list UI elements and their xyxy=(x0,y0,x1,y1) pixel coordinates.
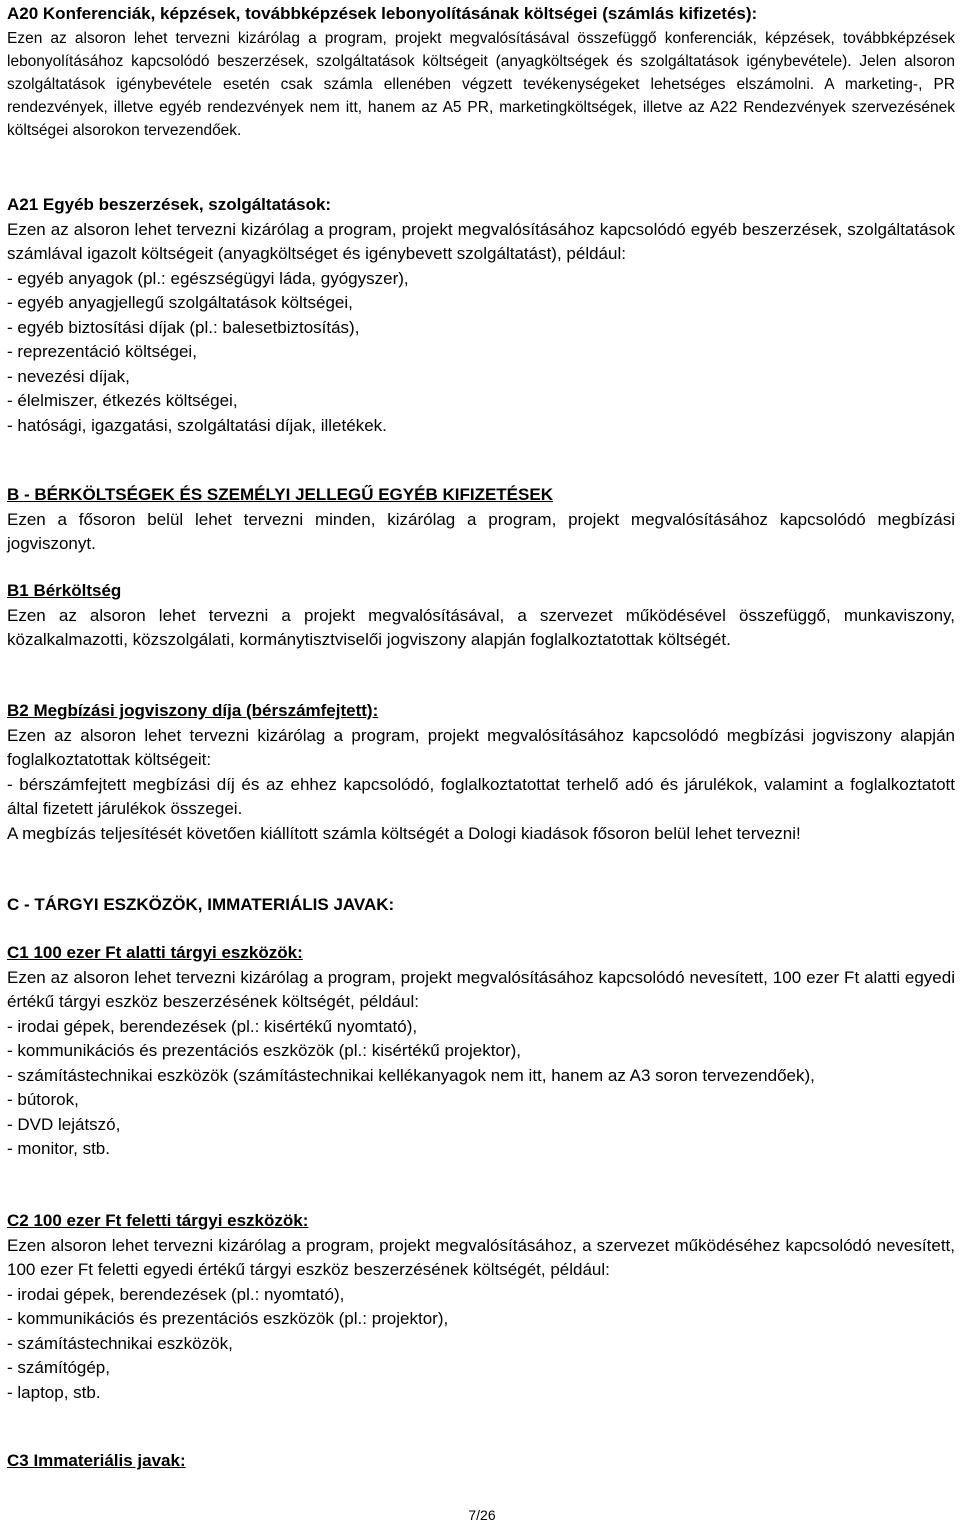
a21-item: - hatósági, igazgatási, szolgáltatási díjak, illetékek. xyxy=(7,415,387,435)
c2-item: - számítástechnikai eszközök, xyxy=(7,1333,233,1353)
c1-item: - bútorok, xyxy=(7,1090,79,1109)
page-number: 7/26 xyxy=(468,1507,496,1523)
b2-item: - bérszámfejtett megbízási díj és az ehhez kapcsolódó, foglalkoztatottat terhelő adó és járulékok, valamint a foglalkoztatott által fizetett járulékok összegei. xyxy=(7,774,955,818)
c1-item: - monitor, stb. xyxy=(7,1139,110,1158)
b1-heading: B1 Bérköltség xyxy=(7,581,122,600)
a21-item: - élelmiszer, étkezés költségei, xyxy=(7,391,238,410)
c1-item: - irodai gépek, berendezések (pl.: kisértékű nyomtató), xyxy=(7,1016,418,1036)
b2-heading: B2 Megbízási jogviszony díja (bérszámfejtett): xyxy=(7,701,379,720)
section-c3 xyxy=(7,1449,955,1474)
a21-intro: Ezen az alsoron lehet tervezni kizárólag a program, projekt megvalósításához kapcsolódó egyéb beszerzések, szolgáltatások számlával igazolt költségeit (anyagköltséget és igénybevett szolgáltatást), például: xyxy=(7,219,955,263)
b-body: Ezen a fősoron belül lehet tervezni minden, kizárólag a program, projekt megvalósításához kapcsolódó megbízási jogviszonyt. xyxy=(7,509,955,553)
a21-item: - egyéb anyagok (pl.: egészségügyi láda, gyógyszer), xyxy=(7,268,409,288)
b2-note: A megbízás teljesítését követően kiállított számla költségét a Dologi kiadások fősoron belül lehet tervezni! xyxy=(7,823,801,843)
c2-item: - irodai gépek, berendezések (pl.: nyomtató), xyxy=(7,1284,345,1304)
a21-item: - reprezentáció költségei, xyxy=(7,342,197,361)
c1-item: - kommunikációs és prezentációs eszközök (pl.: kisértékű projektor), xyxy=(7,1041,521,1060)
b2-intro: Ezen az alsoron lehet tervezni kizárólag a program, projekt megvalósításához kapcsolódó megbízási jogviszony alapján foglalkoztatottak költségeit: xyxy=(7,725,955,769)
section-b xyxy=(7,483,955,557)
section-a20 xyxy=(7,2,955,142)
section-c xyxy=(7,893,955,918)
c-heading: C - TÁRGYI ESZKÖZÖK, IMMATERIÁLIS JAVAK: xyxy=(7,895,395,914)
c2-intro: Ezen alsoron lehet tervezni kizárólag a program, projekt megvalósításához, a szervezet működéséhez kapcsolódó nevesített, 100 ezer Ft feletti egyedi értékű tárgyi eszköz beszerzésének költségét, például: xyxy=(7,1235,955,1279)
a21-item: - egyéb anyagjellegű szolgáltatások költségei, xyxy=(7,293,353,312)
c1-intro: Ezen az alsoron lehet tervezni kizárólag a program, projekt megvalósításához kapcsolódó nevesített, 100 ezer Ft alatti egyedi értékű tárgyi eszköz beszerzésének költségét, például: xyxy=(7,967,955,1011)
c2-item: - kommunikációs és prezentációs eszközök (pl.: projektor), xyxy=(7,1309,449,1328)
c1-heading: C1 100 ezer Ft alatti tárgyi eszközök: xyxy=(7,943,303,962)
section-c1 xyxy=(7,941,955,1162)
section-c2 xyxy=(7,1209,955,1405)
a20-heading: A20 Konferenciák, képzések, továbbképzések lebonyolításának költségei (számlás kifizetés): xyxy=(7,4,758,23)
a21-heading: A21 Egyéb beszerzések, szolgáltatások: xyxy=(7,195,332,214)
a21-item: - nevezési díjak, xyxy=(7,366,130,386)
c2-heading: C2 100 ezer Ft feletti tárgyi eszközök: xyxy=(7,1211,309,1230)
document-page xyxy=(7,0,957,1525)
section-b2 xyxy=(7,699,955,846)
c2-item: - számítógép, xyxy=(7,1358,110,1377)
c2-item: - laptop, stb. xyxy=(7,1382,101,1402)
a21-item: - egyéb biztosítási díjak (pl.: balesetbiztosítás), xyxy=(7,317,360,337)
b1-body: Ezen az alsoron lehet tervezni a projekt megvalósításával, a szervezet működésével összefüggő, munkaviszony, közalkalmazotti, közszolgálati, kormánytisztviselői jogviszony alapján foglalkoztatottak költségét. xyxy=(7,605,955,649)
c1-item: - számítástechnikai eszközök (számítástechnikai kellékanyagok nem itt, hanem az A3 soron tervezendőek), xyxy=(7,1065,815,1085)
b-heading: B - BÉRKÖLTSÉGEK ÉS SZEMÉLYI JELLEGŰ EGYÉB KIFIZETÉSEK xyxy=(7,485,553,504)
section-a21 xyxy=(7,193,955,438)
a20-body: Ezen az alsoron lehet tervezni kizárólag a program, projekt megvalósításával összefüggő konferenciák, képzések, továbbképzések lebonyolításához kapcsolódó beszerzések, szolgáltatások költségeit (anyagköltségek és szolgáltatások igénybevétele). Jelen alsoron szolgáltatások igénybevétele esetén csak számla ellenében végzett tevékenységeket lehetséges elszámolni. A marketing-, PR rendezvények, illetve egyéb rendezvények nem itt, hanem az A5 PR, marketingköltségek, illetve az A22 Rendezvények szervezésének költségei alsorokon tervezendőek. xyxy=(7,29,955,139)
section-b1 xyxy=(7,579,955,653)
c3-heading: C3 Immateriális javak: xyxy=(7,1451,186,1470)
c1-item: - DVD lejátszó, xyxy=(7,1114,121,1134)
